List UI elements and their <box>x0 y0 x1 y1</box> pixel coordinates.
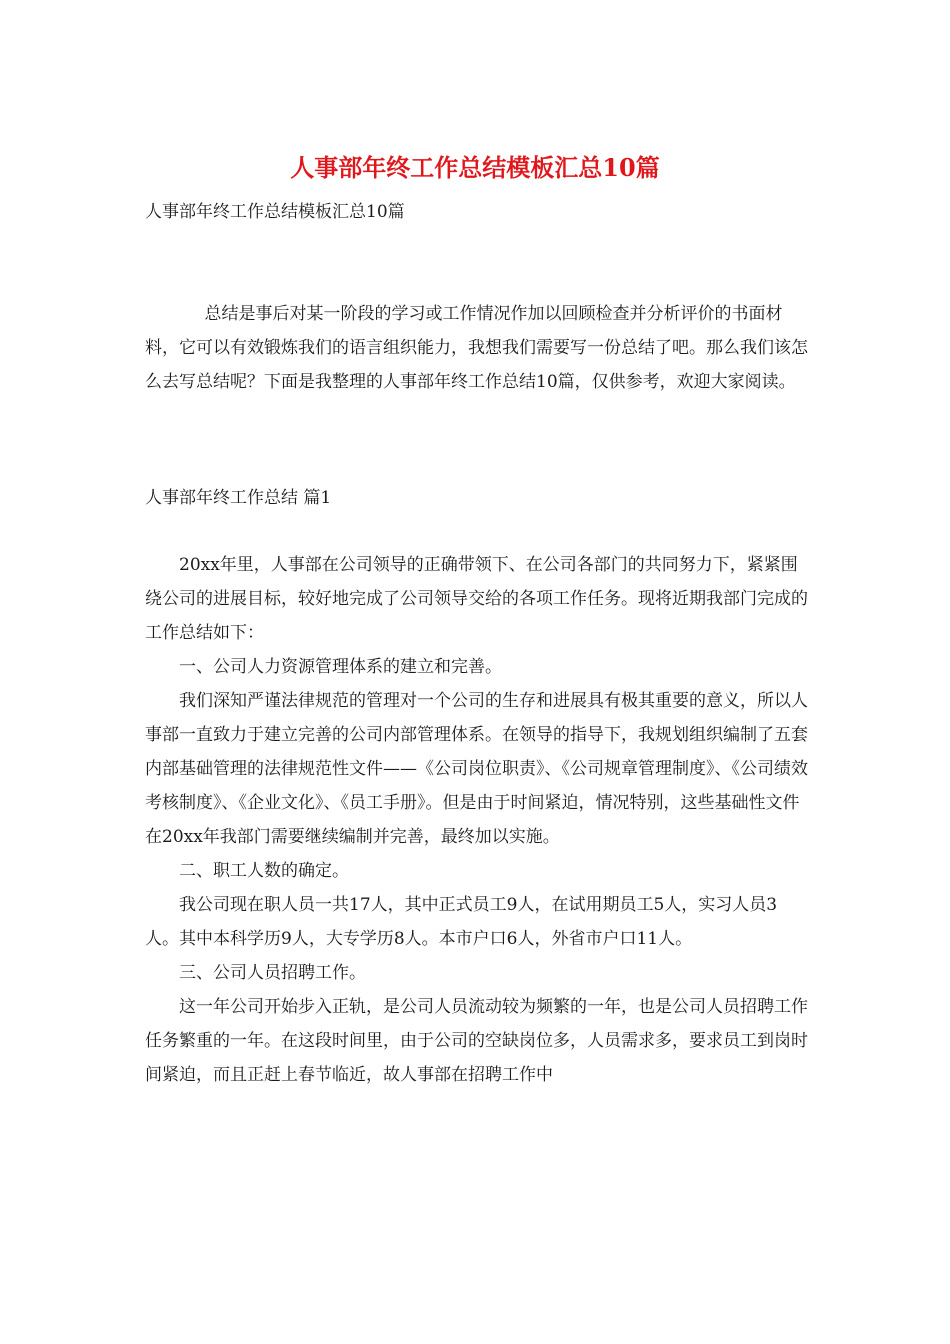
intro-block <box>145 297 810 399</box>
intro-paragraph: 总结是事后对某一阶段的学习或工作情况作加以回顾检查并分析评价的书面材料，它可以有效锻炼我们的语言组织能力，我想我们需要写一份总结了吧。那么我们该怎么去写总结呢？下面是我整理的人事部年终工作总结10篇，仅供参考，欢迎大家阅读。 <box>145 304 808 392</box>
body-paragraph: 20xx年里，人事部在公司领导的正确带领下、在公司各部门的共同努力下，紧紧围绕公司的进展目标，较好地完成了公司领导交给的各项工作任务。现将近期我部门完成的工作总结如下： <box>145 555 808 643</box>
body-block <box>145 548 810 1092</box>
list-heading: 一、公司人力资源管理体系的建立和完善。 <box>179 657 502 677</box>
body-paragraph: 我公司现在职人员一共17人，其中正式员工9人，在试用期员工5人，实习人员3人。其中本科学历9人，大专学历8人。本市户口6人，外省市户口11人。 <box>145 895 778 949</box>
document-subtitle: 人事部年终工作总结模板汇总10篇 <box>145 202 405 222</box>
list-heading: 二、职工人数的确定。 <box>179 861 349 881</box>
section-heading: 人事部年终工作总结 篇1 <box>145 488 332 508</box>
document-title: 人事部年终工作总结模板汇总10篇 <box>290 153 660 182</box>
body-paragraph: 这一年公司开始步入正轨，是公司人员流动较为频繁的一年，也是公司人员招聘工作任务繁重的一年。在这段时间里，由于公司的空缺岗位多，人员需求多，要求员工到岗时间紧迫，而且正赶上春节临近，故人事部在招聘工作中 <box>145 997 808 1085</box>
list-heading: 三、公司人员招聘工作。 <box>179 963 366 983</box>
body-paragraph: 我们深知严谨法律规范的管理对一个公司的生存和进展具有极其重要的意义，所以人事部一直致力于建立完善的公司内部管理体系。在领导的指导下，我规划组织编制了五套内部基础管理的法律规范性文件——《公司岗位职责》、《公司规章管理制度》、《公司绩效考核制度》、《企业文化》、《员工手册》。但是由于时间紧迫，情况特别，这些基础性文件在20xx年我部门需要继续编制并完善，最终加以实施。 <box>145 691 808 847</box>
